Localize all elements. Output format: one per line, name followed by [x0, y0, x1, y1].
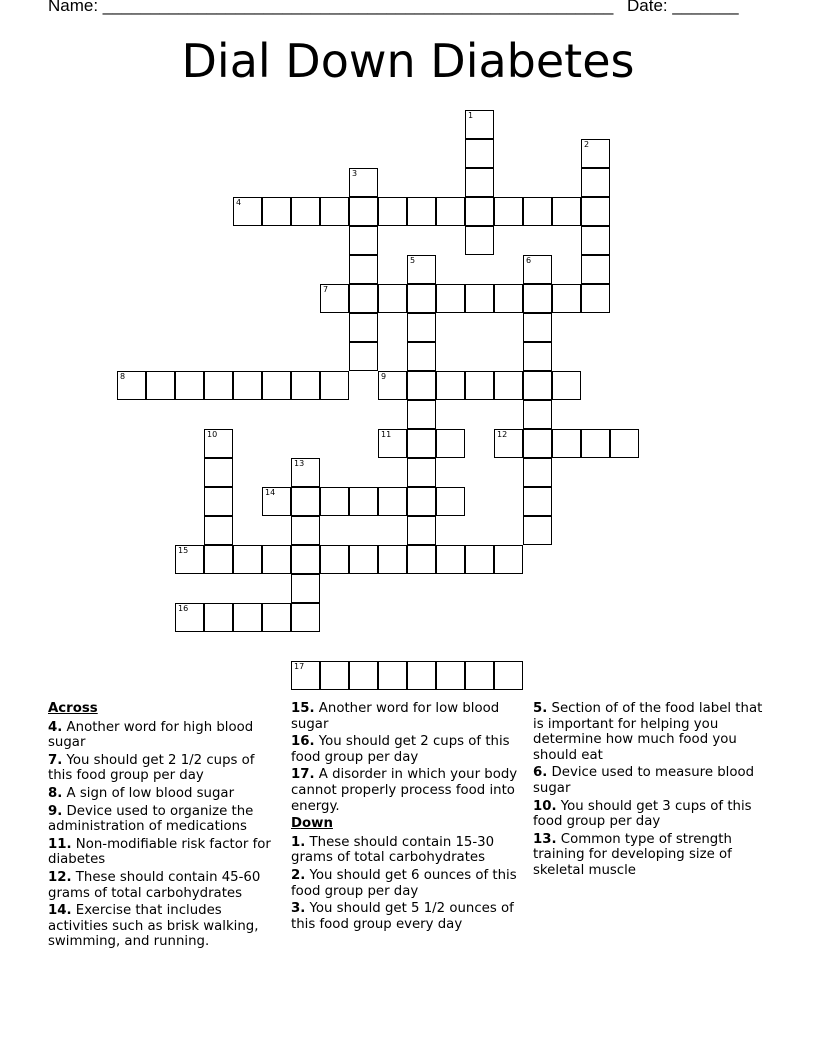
grid-cell[interactable]: [407, 487, 436, 516]
grid-cell[interactable]: [523, 429, 552, 458]
grid-cell[interactable]: [407, 342, 436, 371]
grid-cell[interactable]: [291, 458, 320, 487]
clue-number: 12: [497, 430, 508, 439]
clue-item-number: 5.: [533, 701, 548, 716]
clue-item-text: These should contain 45-60 grams of total carbohydrates: [48, 869, 261, 901]
grid-cell[interactable]: [291, 197, 320, 226]
grid-cell[interactable]: [204, 545, 233, 574]
clue-number: 5: [410, 256, 416, 265]
clue-number: 11: [381, 430, 392, 439]
grid-cell[interactable]: [465, 139, 494, 168]
grid-cell[interactable]: [291, 487, 320, 516]
grid-cell[interactable]: [378, 284, 407, 313]
clue-item-text: A disorder in which your body cannot properly process food into energy.: [291, 767, 518, 814]
grid-cell[interactable]: [494, 197, 523, 226]
grid-cell[interactable]: [552, 197, 581, 226]
grid-cell[interactable]: [523, 197, 552, 226]
clue-number: 16: [178, 604, 189, 613]
clue-item: [291, 901, 523, 932]
clue-item-text: You should get 2 cups of this food group per day: [291, 734, 510, 765]
grid-cell[interactable]: [291, 603, 320, 632]
clues-column-3: [533, 701, 765, 881]
grid-cell[interactable]: [320, 197, 349, 226]
clue-item: [48, 870, 280, 901]
grid-cell[interactable]: [494, 284, 523, 313]
grid-cell[interactable]: [523, 371, 552, 400]
name-field-label: Name: ______________________________________________________: [48, 0, 614, 15]
grid-cell[interactable]: [523, 516, 552, 545]
grid-cell[interactable]: [465, 197, 494, 226]
grid-cell[interactable]: [581, 255, 610, 284]
clue-number: 17: [294, 662, 305, 671]
grid-cell[interactable]: [552, 371, 581, 400]
grid-cell[interactable]: [407, 400, 436, 429]
clue-item-text: You should get 6 ounces of this food group per day: [291, 867, 517, 899]
down-clue-list: [291, 835, 523, 933]
grid-cell[interactable]: [465, 545, 494, 574]
grid-cell[interactable]: [465, 168, 494, 197]
clue-item: [48, 804, 280, 835]
grid-cell[interactable]: [581, 168, 610, 197]
grid-cell[interactable]: [378, 429, 407, 458]
grid-cell[interactable]: [320, 545, 349, 574]
grid-cell[interactable]: [233, 371, 262, 400]
grid-cell[interactable]: [378, 371, 407, 400]
grid-cell[interactable]: [349, 342, 378, 371]
clue-item-number: 6.: [533, 765, 548, 781]
grid-cell[interactable]: [523, 458, 552, 487]
grid-cell[interactable]: [378, 545, 407, 574]
clue-item-number: 11.: [48, 836, 72, 852]
grid-cell[interactable]: [291, 371, 320, 400]
grid-cell[interactable]: [407, 458, 436, 487]
across-clue-list: [48, 720, 280, 950]
clue-item-text: These should contain 15-30 grams of total carbohydrates: [291, 834, 495, 866]
clue-item-text: Another word for low blood sugar: [291, 701, 500, 732]
clue-number: 14: [265, 488, 276, 497]
grid-cell[interactable]: [465, 110, 494, 139]
clue-item-number: 3.: [291, 901, 306, 917]
clue-number: 8: [120, 372, 126, 381]
grid-cell[interactable]: [146, 371, 175, 400]
grid-cell[interactable]: [407, 429, 436, 458]
clue-number: 7: [323, 285, 329, 294]
grid-cell[interactable]: [349, 487, 378, 516]
grid-cell[interactable]: [407, 284, 436, 313]
grid-cell[interactable]: [204, 516, 233, 545]
grid-cell[interactable]: [349, 226, 378, 255]
clue-item: [291, 868, 523, 899]
clue-item: [48, 903, 280, 950]
grid-cell[interactable]: [436, 429, 465, 458]
clue-number: 15: [178, 546, 189, 555]
grid-cell[interactable]: [378, 661, 407, 690]
grid-cell[interactable]: [349, 545, 378, 574]
clue-item: [291, 835, 523, 866]
grid-cell[interactable]: [291, 574, 320, 603]
grid-cell[interactable]: [204, 371, 233, 400]
clue-item-number: 12.: [48, 869, 72, 885]
grid-cell[interactable]: [581, 284, 610, 313]
grid-cell[interactable]: [320, 371, 349, 400]
clue-number: 3: [352, 169, 358, 178]
clue-item-text: You should get 2 1/2 cups of this food group per day: [48, 752, 255, 784]
grid-cell[interactable]: [494, 429, 523, 458]
grid-cell[interactable]: [552, 284, 581, 313]
grid-cell[interactable]: [407, 313, 436, 342]
grid-cell[interactable]: [262, 197, 291, 226]
grid-cell[interactable]: [349, 197, 378, 226]
clue-number: 2: [584, 140, 590, 149]
across-clue-list-continued: [291, 701, 523, 814]
clue-item-text: Another word for high blood sugar: [48, 719, 254, 751]
clue-number: 10: [207, 430, 218, 439]
grid-cell[interactable]: [262, 487, 291, 516]
grid-cell[interactable]: [436, 661, 465, 690]
grid-cell[interactable]: [407, 516, 436, 545]
grid-cell[interactable]: [552, 429, 581, 458]
grid-cell[interactable]: [204, 603, 233, 632]
grid-cell[interactable]: [175, 371, 204, 400]
grid-cell[interactable]: [233, 197, 262, 226]
grid-cell[interactable]: [407, 545, 436, 574]
grid-cell[interactable]: [291, 661, 320, 690]
grid-cell[interactable]: [349, 255, 378, 284]
clue-item-text: You should get 3 cups of this food group per day: [533, 798, 752, 830]
grid-cell[interactable]: [349, 661, 378, 690]
clue-number: 6: [526, 256, 532, 265]
grid-cell[interactable]: [610, 429, 639, 458]
grid-cell[interactable]: [581, 429, 610, 458]
grid-cell[interactable]: [407, 255, 436, 284]
grid-cell[interactable]: [175, 545, 204, 574]
clue-item: [533, 799, 765, 830]
grid-cell[interactable]: [320, 487, 349, 516]
clue-item-number: 4.: [48, 719, 63, 735]
clue-number: 4: [236, 198, 242, 207]
clue-item-number: 2.: [291, 867, 306, 883]
grid-cell[interactable]: [407, 661, 436, 690]
clue-item-number: 16.: [291, 734, 315, 750]
clue-item-number: 7.: [48, 752, 63, 768]
grid-cell[interactable]: [320, 661, 349, 690]
clue-item: [533, 701, 765, 763]
grid-cell[interactable]: [262, 545, 291, 574]
grid-cell[interactable]: [494, 661, 523, 690]
clue-item-text: Exercise that includes activities such as brisk walking, swimming, and running.: [48, 903, 259, 950]
clue-item: [291, 734, 523, 765]
grid-cell[interactable]: [378, 487, 407, 516]
grid-cell[interactable]: [407, 371, 436, 400]
clue-item: [48, 753, 280, 784]
clue-item-number: 13.: [533, 831, 557, 847]
grid-cell[interactable]: [523, 284, 552, 313]
clues-column-1: [48, 701, 280, 952]
page-title: Dial Down Diabetes: [181, 34, 635, 88]
grid-cell[interactable]: [523, 342, 552, 371]
grid-cell[interactable]: [291, 516, 320, 545]
clue-item: [48, 786, 280, 802]
grid-cell[interactable]: [436, 197, 465, 226]
grid-cell[interactable]: [204, 487, 233, 516]
grid-cell[interactable]: [349, 313, 378, 342]
grid-cell[interactable]: [523, 255, 552, 284]
grid-cell[interactable]: [204, 429, 233, 458]
grid-cell[interactable]: [320, 284, 349, 313]
grid-cell[interactable]: [436, 487, 465, 516]
clue-item-text: Device used to measure blood sugar: [533, 765, 755, 796]
grid-cell[interactable]: [233, 603, 262, 632]
grid-cell[interactable]: [349, 168, 378, 197]
clue-item-number: 8.: [48, 785, 63, 801]
grid-cell[interactable]: [175, 603, 204, 632]
clue-item-text: Device used to organize the administration of medications: [48, 803, 254, 835]
clues-column-2: [291, 701, 523, 934]
grid-cell[interactable]: [494, 545, 523, 574]
grid-cell[interactable]: [436, 284, 465, 313]
clue-item-number: 10.: [533, 798, 557, 814]
clue-item-text: Section of of the food label that is important for helping you determine how much food you should eat: [533, 701, 763, 763]
clue-item-number: 1.: [291, 834, 306, 850]
grid-cell[interactable]: [262, 603, 291, 632]
grid-cell[interactable]: [436, 545, 465, 574]
grid-cell[interactable]: [581, 139, 610, 168]
clue-item: [533, 765, 765, 796]
clue-item: [48, 720, 280, 751]
clue-item: [48, 837, 280, 868]
grid-cell[interactable]: [407, 197, 436, 226]
clue-item-text: Common type of strength training for developing size of skeletal muscle: [533, 831, 732, 878]
clue-item-text: A sign of low blood sugar: [62, 785, 235, 801]
grid-cell[interactable]: [291, 545, 320, 574]
clue-item-text: Non-modifiable risk factor for diabetes: [48, 836, 271, 868]
grid-cell[interactable]: [378, 197, 407, 226]
grid-cell[interactable]: [494, 371, 523, 400]
clue-item: [533, 832, 765, 879]
clue-item: [291, 767, 523, 814]
clue-item-number: 17.: [291, 767, 315, 783]
grid-cell[interactable]: [233, 545, 262, 574]
grid-cell[interactable]: [465, 371, 494, 400]
grid-cell[interactable]: [523, 487, 552, 516]
grid-cell[interactable]: [465, 661, 494, 690]
grid-cell[interactable]: [436, 371, 465, 400]
grid-cell[interactable]: [204, 458, 233, 487]
grid-cell[interactable]: [523, 400, 552, 429]
down-heading: Down: [291, 816, 333, 832]
date-field-label: Date: _______: [627, 0, 739, 15]
across-heading: Across: [48, 701, 98, 716]
clue-item-number: 15.: [291, 701, 315, 716]
grid-cell[interactable]: [465, 226, 494, 255]
down-clue-list-continued: [533, 701, 765, 879]
clue-number: 13: [294, 459, 305, 468]
grid-cell[interactable]: [349, 284, 378, 313]
clue-number: 1: [468, 111, 474, 120]
grid-cell[interactable]: [117, 371, 146, 400]
clue-item: [291, 701, 523, 732]
grid-cell[interactable]: [465, 284, 494, 313]
clue-number: 9: [381, 372, 387, 381]
grid-cell[interactable]: [523, 313, 552, 342]
grid-cell[interactable]: [262, 371, 291, 400]
clue-item-number: 9.: [48, 803, 63, 819]
grid-cell[interactable]: [581, 197, 610, 226]
clue-item-number: 14.: [48, 903, 72, 919]
clue-item-text: You should get 5 1/2 ounces of this food group every day: [291, 901, 514, 932]
grid-cell[interactable]: [581, 226, 610, 255]
